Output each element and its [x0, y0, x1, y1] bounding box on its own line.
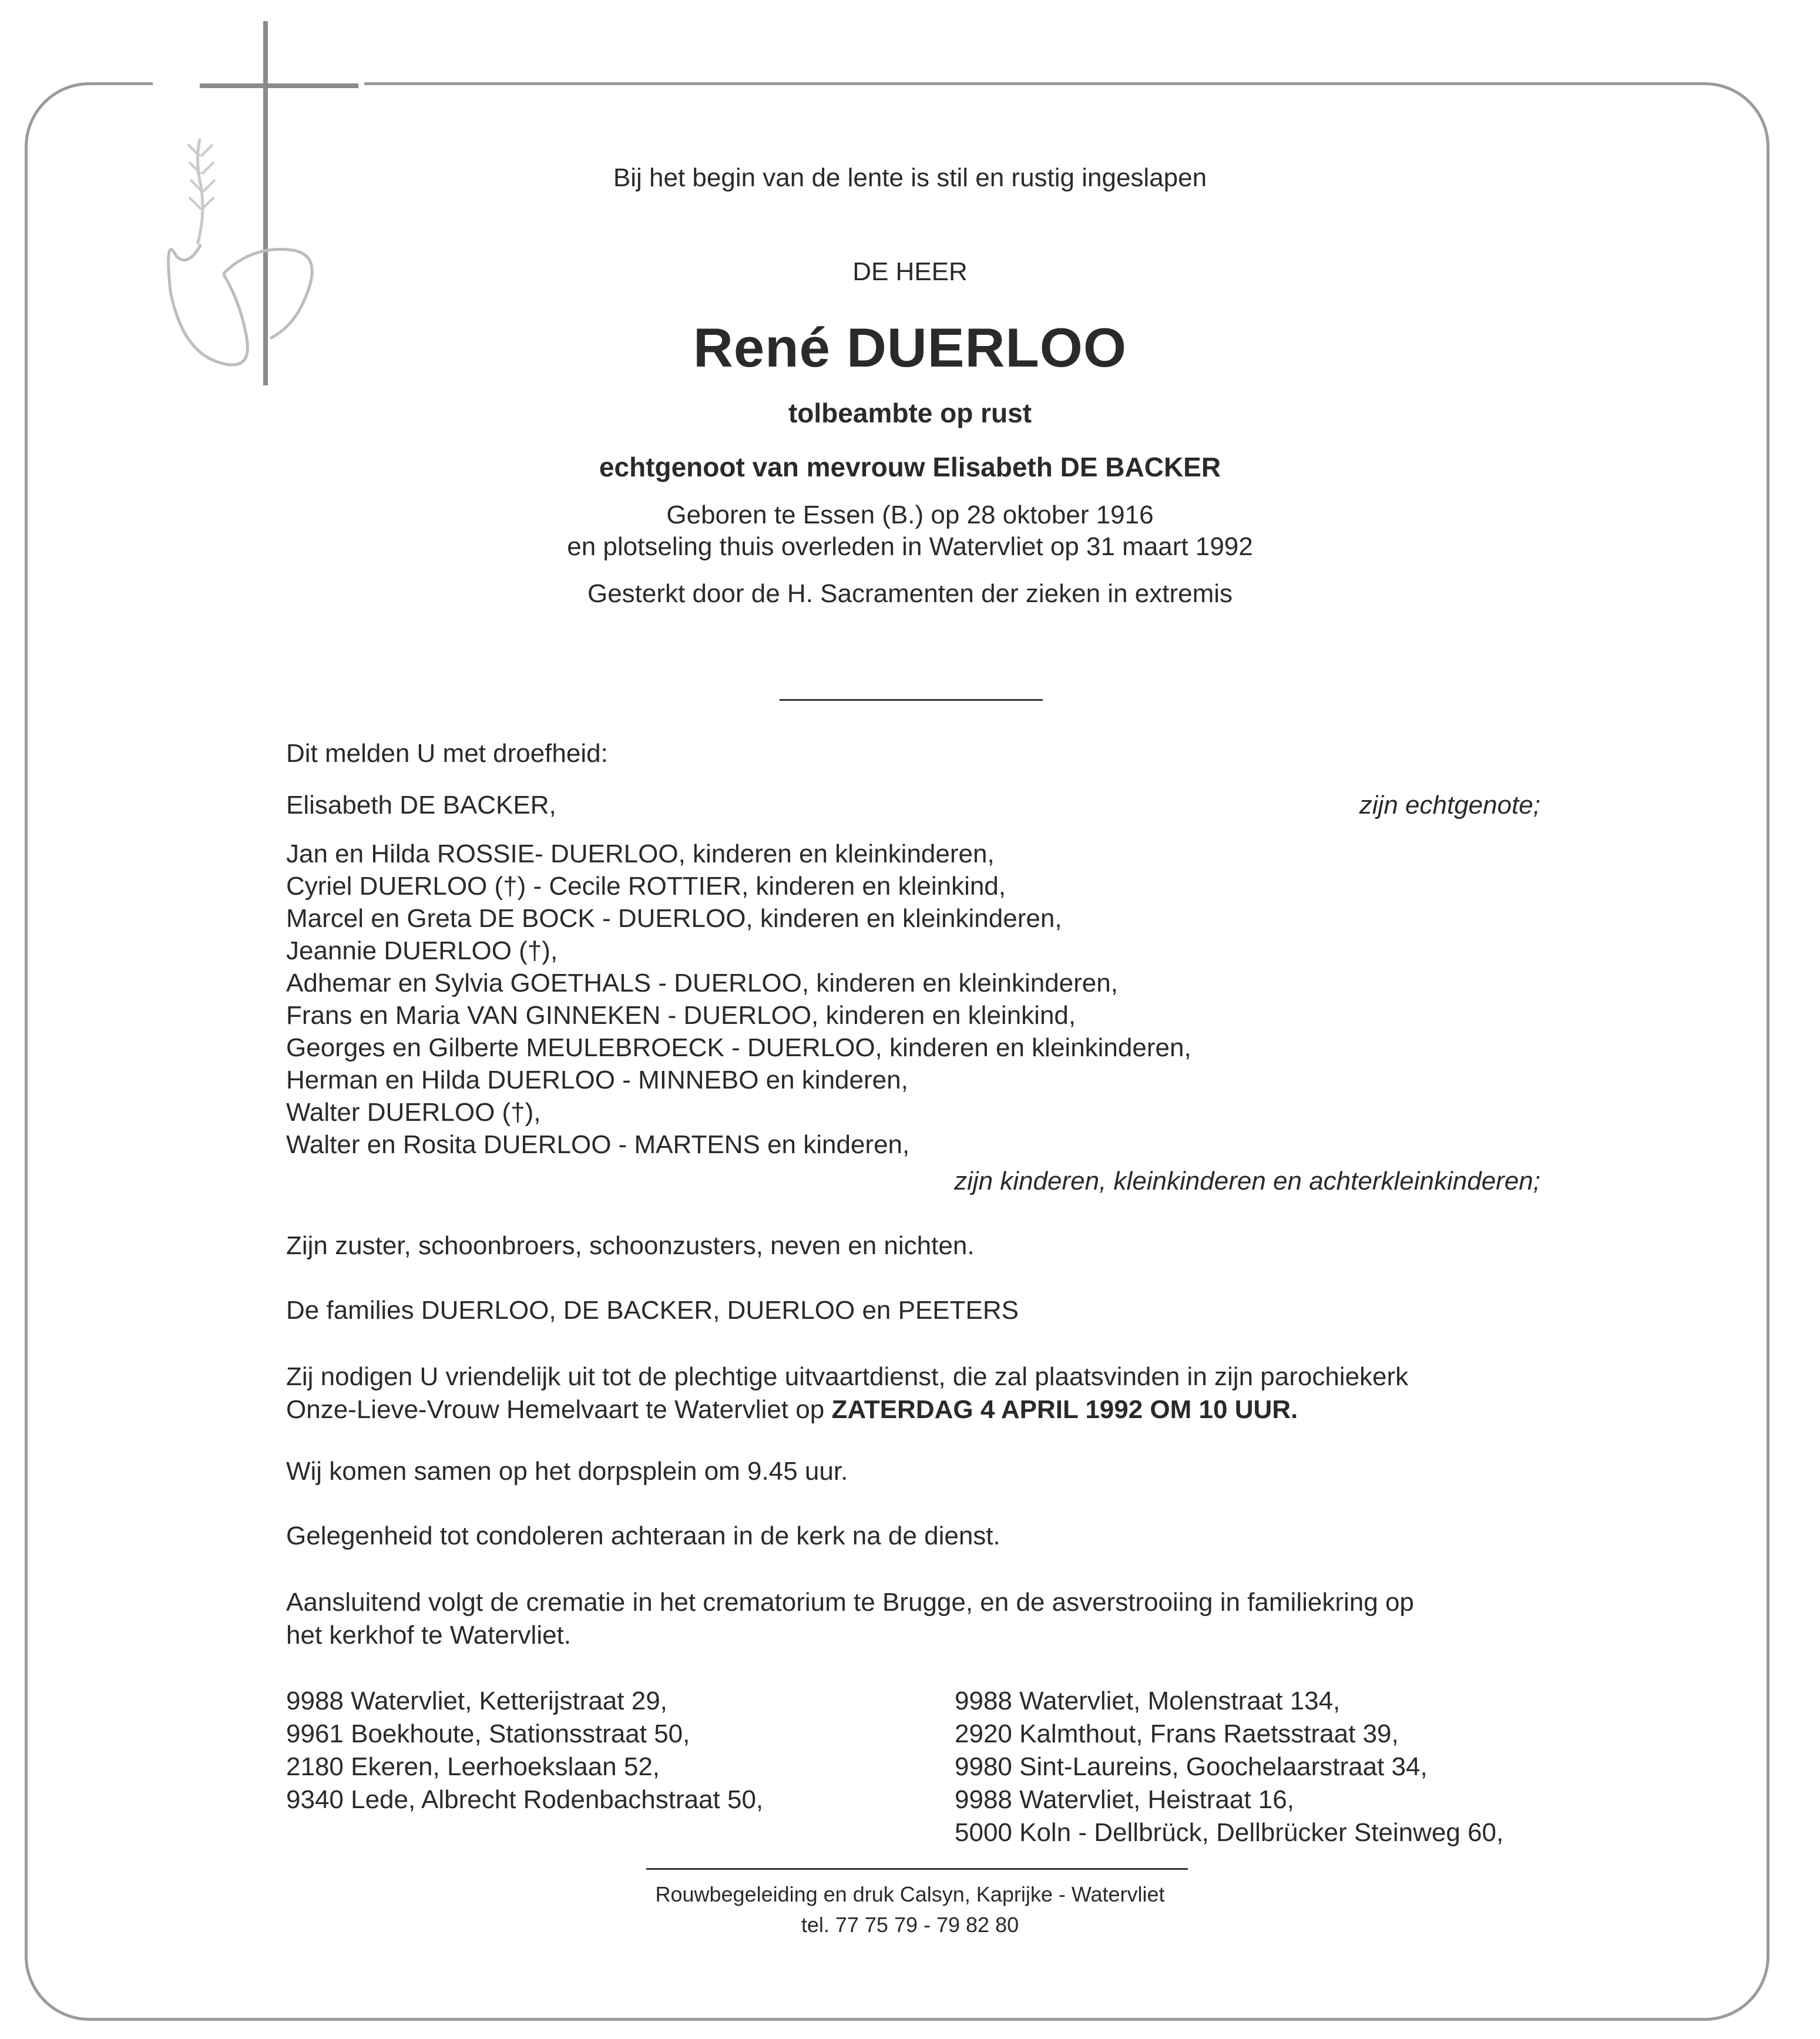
list-item: Cyriel DUERLOO (†) - Cecile ROTTIER, kinderen en kleinkind, — [286, 872, 1006, 901]
spouse-row — [286, 791, 1540, 820]
death-line: en plotseling thuis overleden in Watervliet op 31 maart 1992 — [567, 532, 1253, 561]
addresses-left — [286, 1685, 763, 1816]
address: 9961 Boekhoute, Stationsstraat 50, — [286, 1719, 690, 1748]
list-item: Frans en Maria VAN GINNEKEN - DUERLOO, kinderen en kleinkind, — [286, 1001, 1076, 1030]
birth-line: Geboren te Essen (B.) op 28 oktober 1916 — [666, 500, 1154, 529]
addresses-right — [955, 1685, 1503, 1849]
gathering-line: Wij komen samen op het dorpsplein om 9.45 uur. — [286, 1457, 848, 1486]
address: 9988 Watervliet, Ketterijstraat 29, — [286, 1687, 667, 1715]
list-item: Jan en Hilda ROSSIE- DUERLOO, kinderen en kleinkinderen, — [286, 839, 995, 868]
condolences-line: Gelegenheid tot condoleren achteraan in de kerk na de dienst. — [286, 1521, 1000, 1550]
invite-line — [286, 1393, 1540, 1426]
cremation-line: Aansluitend volgt de crematie in het crematorium te Brugge, en de asverstrooiing in familiekring op — [286, 1588, 1414, 1617]
spouse-role: zijn echtgenote; — [1359, 791, 1540, 819]
intro-text: Bij het begin van de lente is stil en rustig ingeslapen — [613, 163, 1207, 192]
deceased-name: René DUERLOO — [693, 317, 1127, 378]
service-date: ZATERDAG 4 APRIL 1992 OM 10 UUR. — [831, 1395, 1298, 1424]
address: 9988 Watervliet, Molenstraat 134, — [955, 1687, 1341, 1715]
footer-divider — [646, 1868, 1188, 1870]
invite-location: Onze-Lieve-Vrouw Hemelvaart te Watervliet op — [286, 1395, 832, 1424]
address: 9980 Sint-Laureins, Goochelaarstraat 34, — [955, 1752, 1428, 1781]
spouse-line: echtgenoot van mevrouw Elisabeth DE BACKER — [599, 452, 1221, 482]
spouse-name: Elisabeth DE BACKER, — [286, 791, 556, 819]
invite-line: Zij nodigen U vriendelijk uit tot de plechtige uitvaartdienst, die zal plaatsvinden in zijn parochiekerk — [286, 1362, 1409, 1391]
list-item: Adhemar en Sylvia GOETHALS - DUERLOO, kinderen en kleinkinderen, — [286, 969, 1118, 997]
printer-credit: Rouwbegeleiding en druk Calsyn, Kaprijke - Watervliet — [655, 1882, 1165, 1906]
list-item: Herman en Hilda DUERLOO - MINNEBO en kinderen, — [286, 1066, 908, 1094]
siblings-line: Zijn zuster, schoonbroers, schoonzusters, neven en nichten. — [286, 1231, 975, 1260]
address: 9340 Lede, Albrecht Rodenbachstraat 50, — [286, 1785, 764, 1814]
announcement-opening: Dit melden U met droefheid: — [286, 739, 608, 768]
list-item: Jeannie DUERLOO (†), — [286, 936, 558, 965]
children-role: zijn kinderen, kleinkinderen en achterkleinkinderen; — [954, 1167, 1540, 1195]
divider — [780, 699, 1043, 701]
list-item: Walter en Rosita DUERLOO - MARTENS en kinderen, — [286, 1130, 910, 1159]
list-item: Marcel en Greta DE BOCK - DUERLOO, kinderen en kleinkinderen, — [286, 904, 1062, 933]
cremation-line: het kerkhof te Watervliet. — [286, 1621, 572, 1650]
list-item: Walter DUERLOO (†), — [286, 1098, 541, 1127]
cremation-paragraph — [286, 1586, 1540, 1652]
occupation: tolbeambte op rust — [788, 398, 1032, 428]
service-invitation — [286, 1361, 1540, 1426]
honorific: DE HEER — [852, 257, 968, 286]
address: 5000 Koln - Dellbrück, Dellbrücker Steinweg 60, — [955, 1818, 1504, 1847]
families-line: De families DUERLOO, DE BACKER, DUERLOO en PEETERS — [286, 1296, 1019, 1325]
printer-phone: tel. 77 75 79 - 79 82 80 — [801, 1913, 1019, 1937]
sacraments-line: Gesterkt door de H. Sacramenten der zieken in extremis — [587, 579, 1233, 608]
address: 2180 Ekeren, Leerhoekslaan 52, — [286, 1752, 660, 1781]
list-item: Georges en Gilberte MEULEBROECK - DUERLOO, kinderen en kleinkinderen, — [286, 1033, 1191, 1062]
address: 2920 Kalmthout, Frans Raetsstraat 39, — [955, 1719, 1399, 1748]
children-list — [286, 838, 1540, 1161]
address: 9988 Watervliet, Heistraat 16, — [955, 1785, 1294, 1814]
